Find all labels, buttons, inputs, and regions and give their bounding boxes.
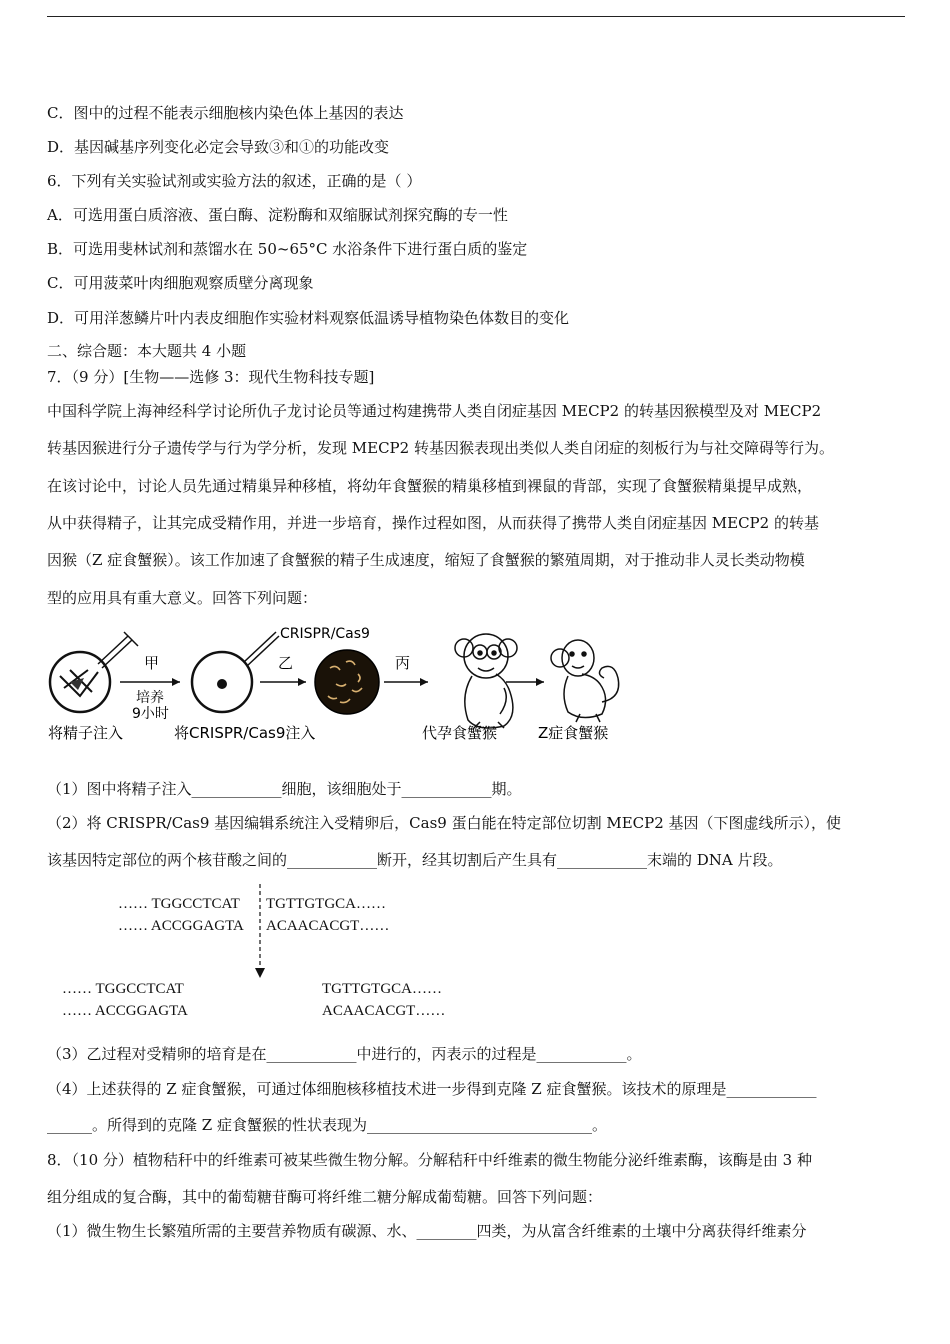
q7-sub-2-line2: 该基因特定部位的两个核苷酸之间的____________断开，经其切割后产生具有____________末端的 DNA 片段。 [47, 851, 783, 869]
label-culture-1: 培养 [136, 690, 164, 706]
arrow-to-z [506, 678, 544, 686]
q7-sub-3: （3）乙过程对受精卵的培育是在____________中进行的，丙表示的过程是____________。 [47, 1045, 642, 1063]
label-crispr: CRISPR/Cas9 [280, 626, 370, 642]
q7-para-line: 型的应用具有重大意义。回答下列问题： [47, 589, 318, 607]
cut-line [250, 884, 270, 980]
fertilized-egg [192, 632, 279, 712]
z-monkey-drawing [551, 640, 619, 722]
q7-para-line: 中国科学院上海神经科学讨论所仇子龙讨论员等通过构建携带人类自闭症基因 MECP2 的转基因猴模型及对 MECP2 [47, 402, 822, 420]
q7-sub-1: （1）图中将精子注入____________细胞，该细胞处于____________期。 [47, 780, 522, 798]
label-bing: 丙 [395, 654, 411, 672]
dna-bottom-left: …… ACCGGAGTA [118, 918, 244, 934]
arrow-yi [260, 678, 306, 686]
arrow-jia [120, 678, 180, 686]
q6-option-c: C．可用菠菜叶肉细胞观察质壁分离现象 [47, 274, 314, 292]
dna-top-right: TGTTGTGCA…… [266, 896, 386, 912]
option-c: C．图中的过程不能表示细胞核内染色体上基因的表达 [47, 104, 404, 122]
q6-option-b: B．可选用斐林试剂和蒸馏水在 50~65°C 水浴条件下进行蛋白质的鉴定 [47, 240, 528, 258]
label-yi: 乙 [278, 654, 294, 672]
q7-para-line: 在该讨论中，讨论人员先通过精巢异种移植，将幼年食蟹猴的精巢移植到裸鼠的背部，实现了食蟹猴精巢提早成熟， [47, 477, 813, 495]
question-6: 6．下列有关实验试剂或实验方法的叙述，正确的是（ ） [47, 172, 422, 190]
question-8-sub-1: （1）微生物生长繁殖所需的主要营养物质有碳源、水、________四类，为从富含纤维素的土壤中分离获得纤维素分 [47, 1222, 807, 1240]
top-rule [47, 16, 905, 17]
q7-sub-2-line1: （2）将 CRISPR/Cas9 基因编辑系统注入受精卵后，Cas9 蛋白能在特定部位切割 MECP2 基因（下图虚线所示），使 [47, 814, 842, 832]
label-culture-2: 9小时 [132, 706, 169, 722]
arrow-bing [384, 678, 428, 686]
option-d: D．基因碱基序列变化必定会导致③和①的功能改变 [47, 138, 390, 156]
caption-surrogate: 代孕食蟹猴 [422, 724, 498, 742]
fragment-2-bottom: ACAACACGT…… [322, 1003, 446, 1019]
question-8-line2: 组分组成的复合酶，其中的葡萄糖苷酶可将纤维二糖分解成葡萄糖。回答下列问题： [47, 1188, 603, 1206]
dna-top-left: …… TGGCCTCAT [118, 896, 240, 912]
q7-para-line: 从中获得精子，让其完成受精作用，并进一步培育，操作过程如图，从而获得了携带人类自闭症基因 MECP2 的转基 [47, 514, 819, 532]
embryo [315, 650, 379, 714]
q7-sub-4-line2: ______。所得到的克隆 Z 症食蟹猴的性状表现为______________________________。 [47, 1116, 607, 1134]
q7-para-line: 因猴（Z 症食蟹猴）。该工作加速了食蟹猴的精子生成速度，缩短了食蟹猴的繁殖周期，对于推动非人灵长类动物模 [47, 551, 805, 569]
surrogate-monkey-drawing [455, 634, 517, 728]
fragment-1-bottom: …… ACCGGAGTA [62, 1003, 188, 1019]
egg-cell-1 [50, 632, 138, 712]
caption-z-monkey: Z症食蟹猴 [538, 724, 609, 742]
q6-option-d: D．可用洋葱鳞片叶内表皮细胞作实验材料观察低温诱导植物染色体数目的变化 [47, 309, 570, 327]
dna-bottom-right: ACAACACGT…… [266, 918, 390, 934]
procedure-figure [40, 618, 640, 750]
caption-inject-crispr: 将CRISPR/Cas9注入 [174, 724, 316, 742]
caption-inject-sperm: 将精子注入 [48, 724, 124, 742]
question-8-line1: 8．（10 分）植物秸秆中的纤维素可被某些微生物分解。分解秸秆中纤维素的微生物能分泌纤维素酶，该酶是由 3 种 [47, 1151, 812, 1169]
label-jia: 甲 [144, 654, 160, 672]
section-heading: 二、综合题：本大题共 4 小题 [47, 342, 247, 360]
q6-option-a: A．可选用蛋白质溶液、蛋白酶、淀粉酶和双缩脲试剂探究酶的专一性 [47, 206, 508, 224]
question-7-heading: 7．（9 分）[生物——选修 3：现代生物科技专题] [47, 368, 375, 386]
q7-para-line: 转基因猴进行分子遗传学与行为学分析，发现 MECP2 转基因猴表现出类似人类自闭症的刻板行为与社交障碍等行为。 [47, 439, 834, 457]
fragment-2-top: TGTTGTGCA…… [322, 981, 442, 997]
fragment-1-top: …… TGGCCTCAT [62, 981, 184, 997]
q7-sub-4-line1: （4）上述获得的 Z 症食蟹猴，可通过体细胞核移植技术进一步得到克隆 Z 症食蟹猴。该技术的原理是____________ [47, 1080, 817, 1098]
